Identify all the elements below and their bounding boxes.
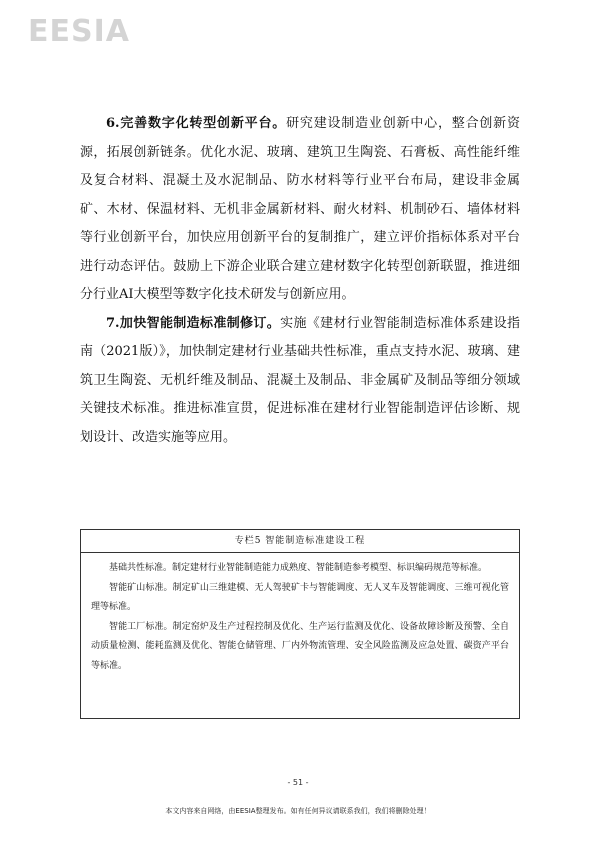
column-box-body xyxy=(81,553,519,676)
eesia-logo: EESIA xyxy=(28,14,130,49)
page-number: - 51 - xyxy=(287,778,309,787)
box-paragraph-basic: 基础共性标准。制定建材行业智能制造能力成熟度、智能制造参考模型、标识编码规范等标准。 xyxy=(109,563,488,573)
box-paragraph-mine: 智能矿山标准。制定矿山三维建模、无人驾驶矿卡与智能调度、无人叉车及智能调度、三维可视化管理等标准。 xyxy=(91,582,509,612)
section-7-text: 实施《建材行业智能制造标准体系建设指南（2021版）》，加快制定建材行业基础共性标准，重点支持水泥、玻璃、建筑卫生陶瓷、无机纤维及制品、混凝土及制品、非金属矿及制品等细分领域关键技术标准。推进标准宣贯，促进标准在建材行业智能制造评估诊断、规划设计、改造实施等应用。 xyxy=(80,315,520,445)
section-6-heading: 6.完善数字化转型创新平台。 xyxy=(106,116,287,131)
box-paragraph-factory: 智能工厂标准。制定窑炉及生产过程控制及优化、生产运行监测及优化、设备故障诊断及预警、全自动质量检测、能耗监测及优化、智能仓储管理、厂内外物流管理、安全风险监测及应急处置、碳资产平台等标准。 xyxy=(91,621,509,671)
footer-disclaimer: 本文内容来自网络，由EESIA整理发布。如有任何异议请联系我们，我们将删除处理！ xyxy=(165,807,431,815)
document-body xyxy=(80,110,520,452)
section-7-heading: 7.加快智能制造标准制修订。 xyxy=(106,315,281,331)
column-box-title: 专栏5 智能制造标准建设工程 xyxy=(81,530,519,553)
section-6-text: 研究建设制造业创新中心，整合创新资源，拓展创新链条。优化水泥、玻璃、建筑卫生陶瓷、石膏板、高性能纤维及复合材料、混凝土及水泥制品、防水材料等行业平台布局，建设非金属矿、木材、保温材料、无机非金属新材料、耐火材料、机制砂石、墙体材料等行业创新平台，加快应用创新平台的复制推广，建立评价指标体系对平台进行动态评估。鼓励上下游企业联合建立建材数字化转型创新联盟，推进细分行业AI大模型等数字化技术研发与创新应用。 xyxy=(80,116,520,302)
section-6-paragraph xyxy=(80,110,520,310)
column-box xyxy=(80,529,520,719)
section-7-paragraph xyxy=(80,310,520,453)
